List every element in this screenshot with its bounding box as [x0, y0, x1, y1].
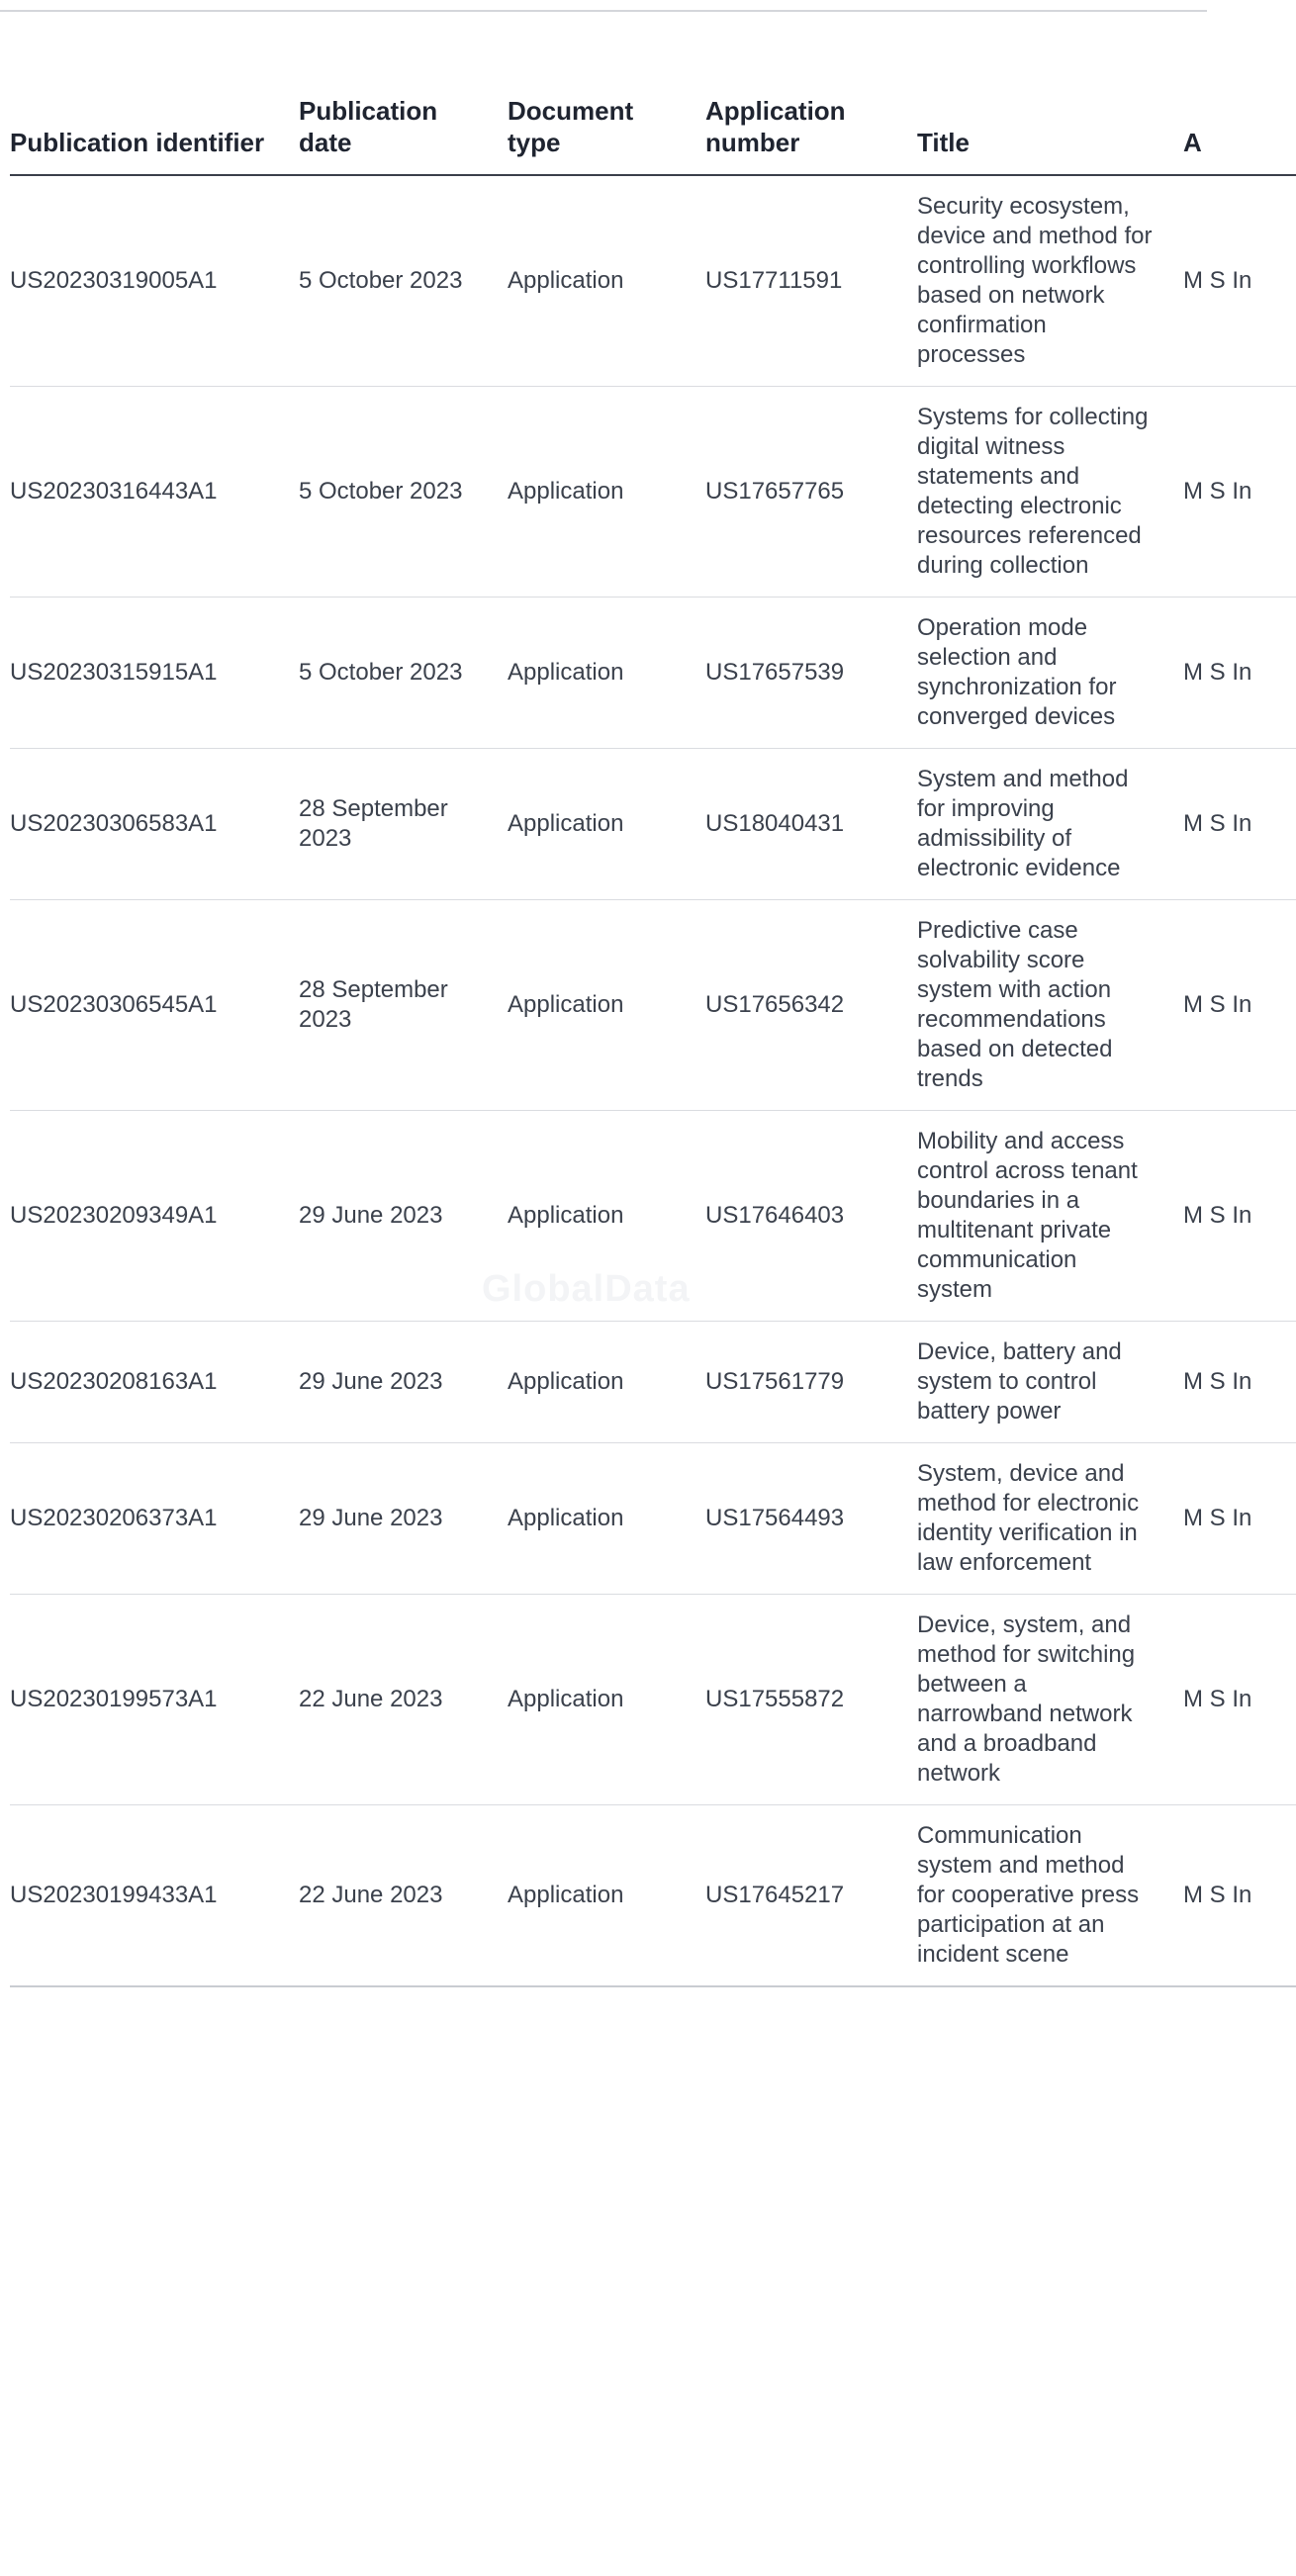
cell-document-type: Application	[508, 1111, 705, 1322]
cell-document-type: Application	[508, 900, 705, 1111]
cell-publication-identifier: US20230319005A1	[10, 175, 299, 387]
cell-applicant: M S In	[1183, 1595, 1296, 1805]
cell-applicant: M S In	[1183, 749, 1296, 900]
cell-publication-date: 29 June 2023	[299, 1322, 508, 1443]
cell-title: Operation mode selection and synchronization for converged devices	[917, 598, 1183, 749]
publications-table-container	[10, 0, 1252, 2576]
header-document-type: Document type	[508, 78, 705, 175]
cell-publication-identifier: US20230306545A1	[10, 900, 299, 1111]
cell-publication-date: 22 June 2023	[299, 1595, 508, 1805]
cell-applicant: M S In	[1183, 1111, 1296, 1322]
cell-publication-date: 22 June 2023	[299, 1805, 508, 1987]
cell-publication-identifier: US20230315915A1	[10, 598, 299, 749]
cell-publication-date: 5 October 2023	[299, 175, 508, 387]
table-body	[10, 175, 1296, 1986]
cell-title: System and method for improving admissibility of electronic evidence	[917, 749, 1183, 900]
cell-document-type: Application	[508, 1443, 705, 1595]
cell-title: Device, battery and system to control battery power	[917, 1322, 1183, 1443]
cell-application-number: US17646403	[705, 1111, 917, 1322]
cell-document-type: Application	[508, 1805, 705, 1987]
cell-applicant: M S In	[1183, 1443, 1296, 1595]
cell-document-type: Application	[508, 387, 705, 598]
table-row	[10, 387, 1296, 598]
table-row	[10, 598, 1296, 749]
cell-publication-identifier: US20230316443A1	[10, 387, 299, 598]
header-row	[10, 78, 1296, 175]
header-applicant: A	[1183, 78, 1296, 175]
table-row	[10, 749, 1296, 900]
cell-application-number: US17656342	[705, 900, 917, 1111]
cell-application-number: US17561779	[705, 1322, 917, 1443]
cell-application-number: US17657539	[705, 598, 917, 749]
cell-applicant: M S In	[1183, 900, 1296, 1111]
cell-title: System, device and method for electronic identity verification in law enforcement	[917, 1443, 1183, 1595]
cell-application-number: US17645217	[705, 1805, 917, 1987]
cell-application-number: US17711591	[705, 175, 917, 387]
cell-title: Systems for collecting digital witness statements and detecting electronic resources referenced during collection	[917, 387, 1183, 598]
cell-publication-date: 5 October 2023	[299, 598, 508, 749]
cell-title: Communication system and method for cooperative press participation at an incident scene	[917, 1805, 1183, 1987]
cell-applicant: M S In	[1183, 1805, 1296, 1987]
cell-applicant: M S In	[1183, 387, 1296, 598]
cell-application-number: US17657765	[705, 387, 917, 598]
table-row	[10, 175, 1296, 387]
cell-title: Predictive case solvability score system with action recommendations based on detected trends	[917, 900, 1183, 1111]
cell-application-number: US18040431	[705, 749, 917, 900]
table-row	[10, 900, 1296, 1111]
table-row	[10, 1111, 1296, 1322]
cell-document-type: Application	[508, 1595, 705, 1805]
cell-publication-date: 5 October 2023	[299, 387, 508, 598]
publications-table	[10, 78, 1296, 1987]
cell-application-number: US17555872	[705, 1595, 917, 1805]
cell-publication-identifier: US20230306583A1	[10, 749, 299, 900]
cell-applicant: M S In	[1183, 175, 1296, 387]
cell-publication-date: 28 September 2023	[299, 749, 508, 900]
cell-title: Security ecosystem, device and method for controlling workflows based on network confirmation processes	[917, 175, 1183, 387]
cell-document-type: Application	[508, 749, 705, 900]
cell-publication-date: 28 September 2023	[299, 900, 508, 1111]
header-application-number: Application number	[705, 78, 917, 175]
cell-document-type: Application	[508, 1322, 705, 1443]
cell-publication-identifier: US20230208163A1	[10, 1322, 299, 1443]
table-header	[10, 78, 1296, 175]
cell-applicant: M S In	[1183, 598, 1296, 749]
cell-title: Mobility and access control across tenant boundaries in a multitenant private communication system	[917, 1111, 1183, 1322]
header-publication-date: Publication date	[299, 78, 508, 175]
cell-publication-identifier: US20230199573A1	[10, 1595, 299, 1805]
table-row	[10, 1322, 1296, 1443]
cell-publication-date: 29 June 2023	[299, 1443, 508, 1595]
cell-applicant: M S In	[1183, 1322, 1296, 1443]
header-publication-identifier: Publication identifier	[10, 78, 299, 175]
cell-title: Device, system, and method for switching between a narrowband network and a broadband network	[917, 1595, 1183, 1805]
cell-publication-identifier: US20230206373A1	[10, 1443, 299, 1595]
header-title: Title	[917, 78, 1183, 175]
cell-document-type: Application	[508, 175, 705, 387]
table-row	[10, 1805, 1296, 1987]
cell-publication-identifier: US20230199433A1	[10, 1805, 299, 1987]
table-row	[10, 1443, 1296, 1595]
watermark: GlobalData	[482, 1268, 691, 1310]
cell-publication-date: 29 June 2023	[299, 1111, 508, 1322]
cell-application-number: US17564493	[705, 1443, 917, 1595]
cell-publication-identifier: US20230209349A1	[10, 1111, 299, 1322]
cell-document-type: Application	[508, 598, 705, 749]
table-row	[10, 1595, 1296, 1805]
